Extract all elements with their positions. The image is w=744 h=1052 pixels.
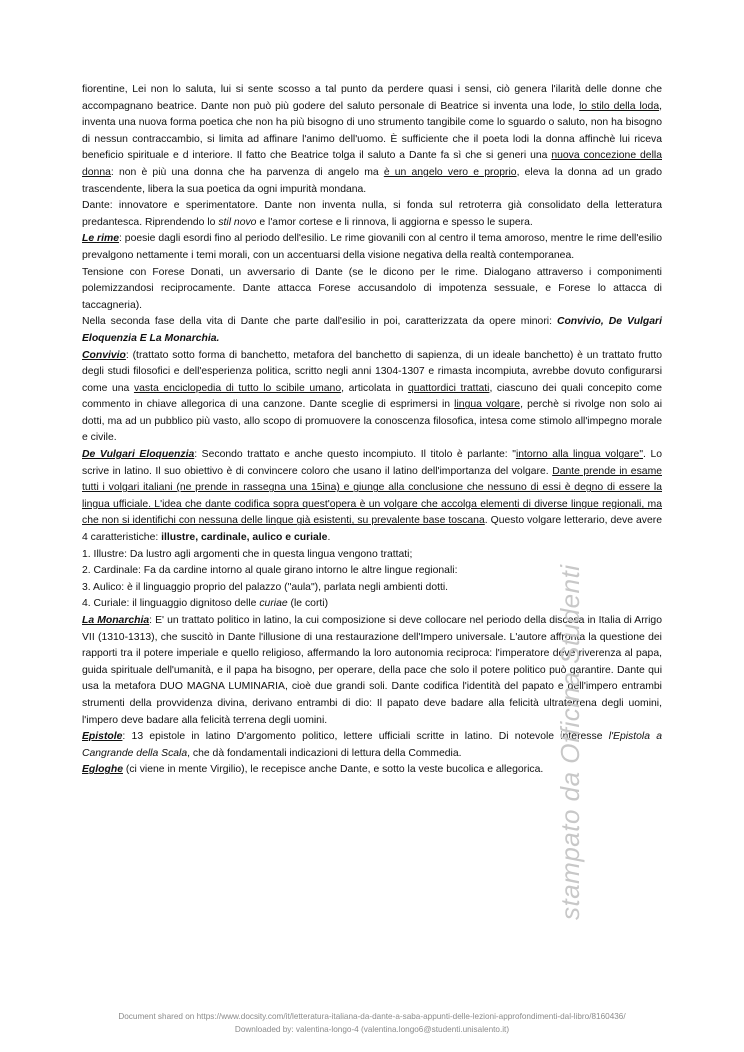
text: , eleva la donna ad un grado trascendente, libera la sua poetica da ogni impurità mondana. [82, 166, 662, 195]
text: 4. Curiale: il linguaggio dignitoso delle [82, 598, 260, 610]
text: (ci viene in mente Virgilio), le recepisce anche Dante, e sotto la veste bucolica e allegorica. [122, 764, 544, 776]
text: , ciascuno dei quali concepito come commento in chiave allegorica di una canzone. Dante sceglie di esprimersi in [82, 382, 662, 411]
section-title: De Vulgari Eloquenzia [82, 449, 195, 461]
footer-shared-link[interactable]: Document shared on https://www.docsity.com/it/letteratura-italiana-da-dante-a-saba-appunti-delle-lezioni-approfondimenti-dal-libro/8160436/ [118, 1012, 626, 1021]
text: Nella seconda fase della vita di Dante che parte dall'esilio in poi, caratterizzata da opere minori: [82, 316, 557, 328]
text: , perchè si rivolge non solo ai dotti, ma ad un pubblico più vasto, allo scopo di promuovere la conoscenza filosofica, intesa come stimolo all'impegno morale e civile. [82, 399, 662, 444]
text: , che dà fondamentali indicazioni di lettura della Commedia. [187, 747, 462, 759]
italic-text: curiae [259, 598, 288, 610]
paragraph-forese [82, 265, 662, 315]
section-title: Le rime [82, 233, 119, 245]
underlined-text: Dante prende in esame tutti i volgari italiani (ne prende in rassegna una 15ina) e giunge alla conclusione che nessuno di essi è degno di essere la lingua ufficiale. L'idea che dante codifica sopra quest'opera è un volgare che accolga elementi di diverse lingue regionali, ma che non si identifichi con nessuna delle lingue già esistenti, su prevalente base toscana [82, 465, 662, 527]
text: : non è più una donna che ha parvenza di angelo ma [110, 166, 384, 178]
watermark: stampato da Officina Studenti [555, 564, 585, 920]
text: : Secondo trattato e anche questo incompiuto. Il titolo è parlante: " [194, 449, 516, 461]
underlined-text: nuova concezione della donna [82, 150, 662, 178]
text: : poesie dagli esordi fino al periodo dell'esilio. Le rime giovanili con al centro il tema amoroso, mentre le rime dell'esilio prevalgono nettamente i temi morali, con un accentuarsi della visione negativa della realtà contemporanea. [82, 233, 662, 261]
text: : 13 epistole in latino D'argomento politico, lettere ufficiali scritte in latino. Di notevole interesse [122, 731, 609, 743]
underlined-text: lo stilo della loda [579, 100, 660, 112]
text: : (trattato sotto forma di banchetto, metafora del banchetto di sapienza, di un ideale banchetto) è un trattato frutto degli studi filosofici e dell'esperienza politica, scritto negli anni 1304-1307 e rimasta incompiuta, avrebbe dovuto configurarsi come una [82, 349, 662, 394]
text: e l'amor cortese e li rinnova, li aggiorna e spesso le supera. [256, 216, 533, 228]
italic-text: stil novo [218, 216, 257, 228]
footer-downloaded-by: Downloaded by: valentina-longo-4 (valentina.longo6@studenti.unisalento.it) [234, 1025, 510, 1034]
bold-text: Convivio, De Vulgari Eloquenzia E La Monarchia. [82, 316, 662, 344]
paragraph-innovatore [82, 198, 662, 231]
section-title: Epistole [82, 731, 123, 743]
section-title: Convivio [82, 349, 126, 361]
underlined-text: lingua volgare [454, 399, 521, 411]
paragraph-seconda-fase [82, 314, 662, 347]
underlined-text: intorno alla lingua volgare" [515, 449, 644, 461]
text: fiorentine, Lei non lo saluta, lui si sente scosso a tal punto da perdere quasi i sensi, ciò genera l'ilarità delle donne che accompagnano beatrice. Dante non può più godere del saluto personale di Beatrice si inventa una lode, [82, 84, 662, 112]
section-title: La Monarchia [82, 615, 150, 626]
section-title: Egloghe [82, 764, 123, 776]
text: Tensione con Forese Donati, un avversario di Dante (se le dicono per le rime. Dialogano attraverso i componimenti polemizzandosi reciprocamente. Dante attacca Forese accusandolo di impotenza sessuale, e Forese lo attacca di taccagneria). [82, 266, 662, 311]
text: . Questo volgare letterario, deve avere 4 caratteristiche: [82, 515, 662, 544]
paragraph-convivio [82, 348, 662, 448]
text: , inventa una nuova forma poetica che non ha più bisogno di uno strumento tangibile come lo sguardo o saluto, non ha bisogno di nessun contraccambio, si limita ad affinare l'animo dell'uomo. È sufficiente che il poeta lodi la donna affinchè lui riceva beneficio spirituale e d interiore. Il fatto che Beatrice tolga il saluto a Dante fa sì che si generi una [82, 100, 663, 162]
list-item: 1. Illustre: Da lustro agli argomenti che in questa lingua vengono trattati; [82, 548, 413, 560]
bold-text: illustre, cardinale, aulico e curiale [161, 532, 328, 544]
text: . Lo scrive in latino. Il suo obiettivo è di convincere coloro che usano il latino dell'importanza del volgare. [82, 449, 663, 477]
text: . [327, 532, 331, 544]
underlined-text: quattordici trattati [408, 382, 490, 394]
underlined-text: vasta enciclopedia di tutto lo scibile umano [133, 382, 342, 394]
underlined-text: è un angelo vero e proprio [383, 166, 517, 178]
list-item: 3. Aulico: è il linguaggio proprio del palazzo ("aula"), parlata negli ambienti dotti. [82, 581, 449, 593]
text: Dante: innovatore e sperimentatore. Dante non inventa nulla, si fonda sul retroterra già consolidato della letteratura predantesca. Riprendendo lo [82, 200, 662, 228]
text: (le corti) [287, 598, 329, 610]
paragraph-rime [82, 231, 662, 264]
italic-text: l'Epistola a Cangrande della Scala [82, 731, 662, 759]
paragraph-beatrice [82, 82, 662, 198]
text: , articolata in [341, 382, 409, 394]
text: : E' un trattato politico in latino, la cui composizione si deve collocare nel periodo della discesa in Italia di Arrigo VII (1310-1313), che suscitò in Dante l'illusione di una restaurazione dell'Impero universale. L'autore affronta la questione dei rapporti tra il potere imperiale e quello religioso, affermando la loro autonomia reciproca: l'imperatore deve riverenza al papa, guida spirituale dell'umanità, e il papa ha bisogno, per operare, della pace che solo il potere politico può garantire. Dante qui usa la metafora DUO MAGNA LUMINARIA, cioè due grandi soli. Dante codifica l'identità del papato e dell'impero entrambi strumenti della provvidenza divina, derivano entrambi di dio: Il papato deve badare alla felicità ultraterrena degli uomini, l'impero deve badare alla felicità terrena degli uomini. [82, 615, 662, 726]
paragraph-de-vulgari [82, 447, 662, 547]
list-item: 2. Cardinale: Fa da cardine intorno al quale girano intorno le altre lingue regionali: [82, 565, 458, 577]
